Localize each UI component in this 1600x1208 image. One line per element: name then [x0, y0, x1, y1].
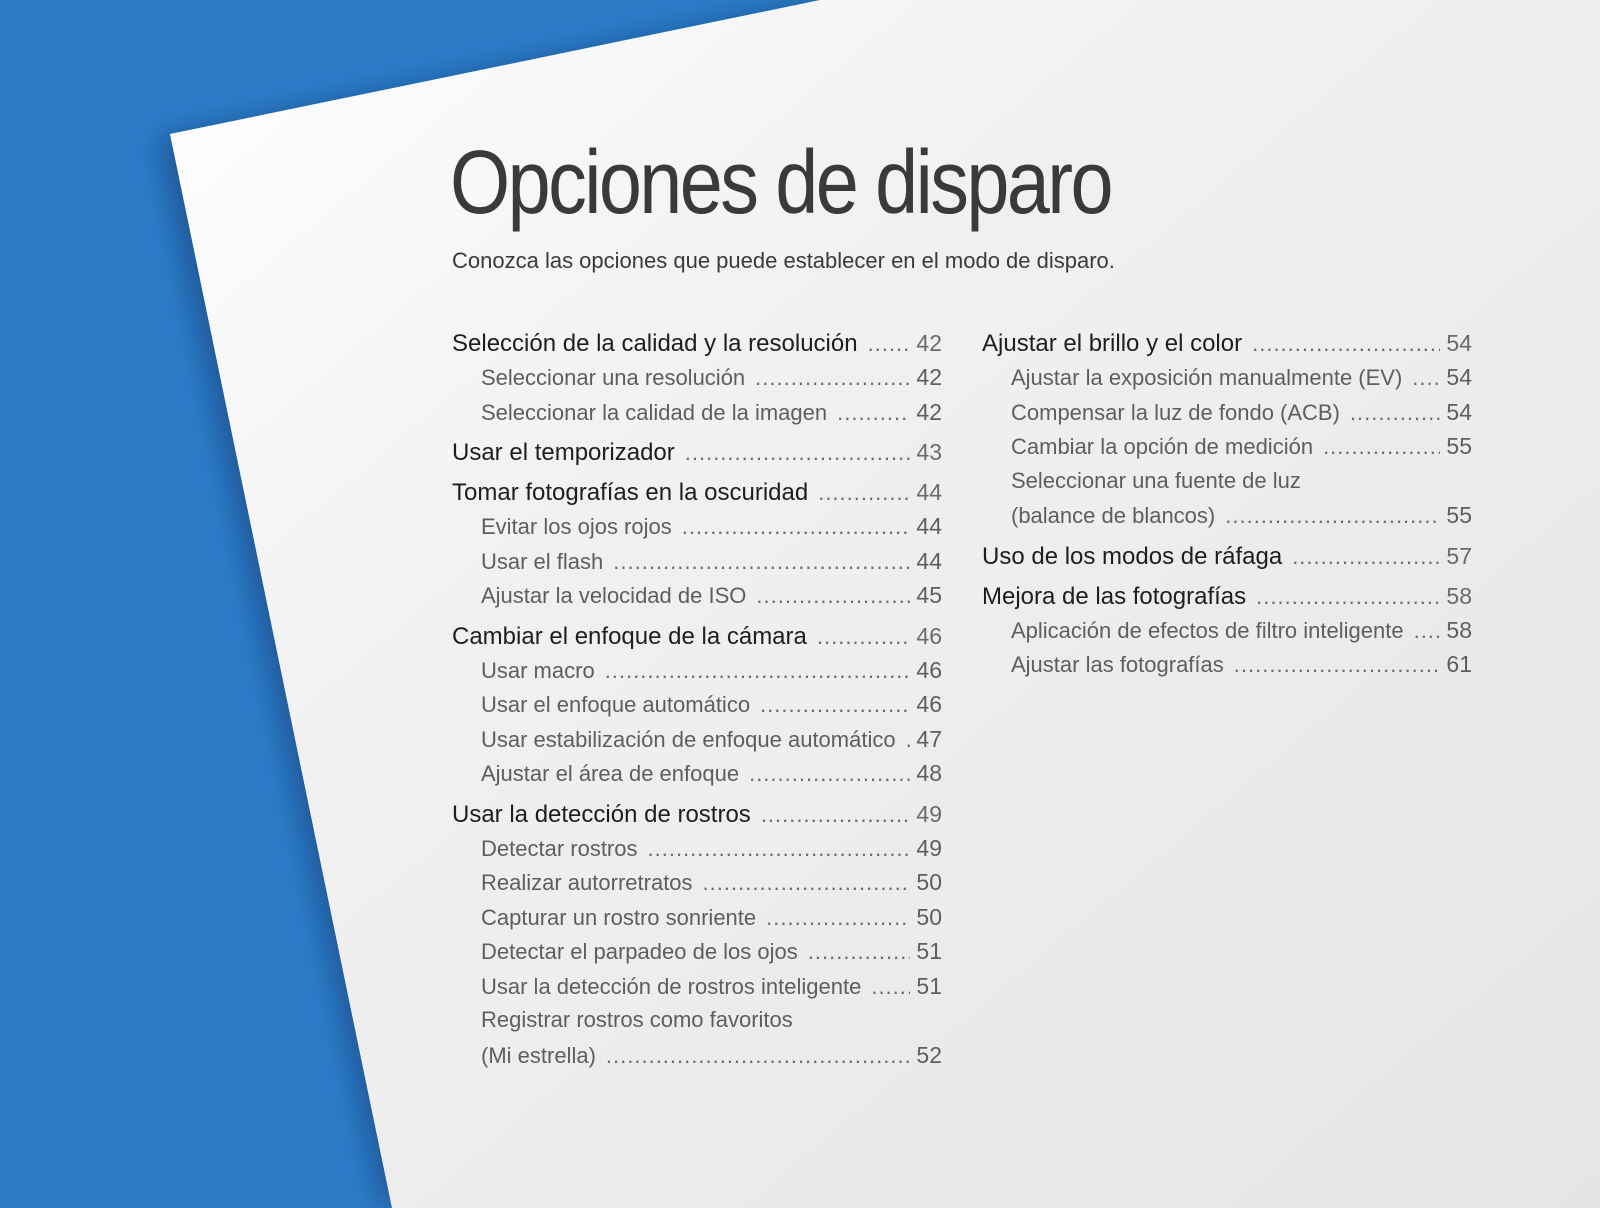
toc-dot-leader [818, 476, 910, 510]
toc-dot-leader [1412, 361, 1440, 396]
toc-page-number: 54 [1446, 364, 1472, 390]
toc-page-number: 55 [1446, 433, 1472, 459]
toc-sub-entry[interactable] [452, 934, 942, 969]
toc-entry-label: Ajustar las fotografías [1011, 652, 1224, 677]
toc-entry-label: (Mi estrella) [481, 1042, 596, 1068]
toc-dot-leader [808, 935, 910, 970]
toc-page-number: 46 [916, 622, 942, 649]
toc-sub-entry-line1[interactable]: Registrar rostros como favoritos [481, 1007, 793, 1032]
toc-dot-leader [1234, 648, 1440, 683]
toc-dot-leader [1323, 430, 1440, 465]
toc-entry-label: Uso de los modos de ráfaga [982, 542, 1283, 570]
toc-dot-leader [837, 396, 910, 431]
toc-entry-label: Selección de la calidad y la resolución [452, 330, 858, 357]
toc-sub-entry[interactable] [452, 722, 942, 757]
toc-dot-leader [1252, 327, 1440, 361]
toc-page-number: 46 [916, 656, 942, 683]
toc-sub-entry[interactable] [452, 1038, 942, 1073]
toc-page-number: 47 [916, 725, 942, 752]
toc-page-number: 58 [1446, 582, 1472, 609]
toc-entry-label: Usar la detección de rostros inteligente [481, 973, 862, 999]
toc-main-entry[interactable] [452, 619, 942, 653]
toc-sub-entry[interactable] [452, 509, 942, 544]
toc-sub-entry[interactable] [452, 687, 942, 722]
toc-page-number: 51 [916, 972, 942, 999]
toc-sub-entry[interactable] [452, 578, 942, 613]
toc-dot-leader [817, 620, 910, 654]
toc-entry-label: Aplicación de efectos de filtro inteligente [1011, 617, 1404, 643]
toc-page-number: 58 [1446, 616, 1472, 643]
toc-sub-entry[interactable] [982, 429, 1472, 464]
toc-sub-entry[interactable] [452, 969, 942, 1004]
toc-dot-leader [868, 327, 910, 361]
toc-sub-entry[interactable] [452, 756, 942, 791]
toc-dot-leader [749, 757, 910, 792]
toc-page-number: 44 [916, 513, 942, 539]
toc-entry-label: Seleccionar una resolución [481, 365, 746, 390]
toc-entry-label: Tomar fotografías en la oscuridad [452, 479, 809, 506]
toc-entry-label: Ajustar el brillo y el color [982, 330, 1243, 357]
toc-entry-label: Seleccionar la calidad de la imagen [481, 399, 828, 425]
toc-dot-leader [703, 866, 910, 901]
toc-dot-leader [605, 654, 910, 689]
toc-sub-entry[interactable] [982, 360, 1472, 395]
toc-main-entry[interactable] [982, 539, 1472, 573]
toc-page-number: 43 [916, 439, 942, 465]
toc-right-column [982, 326, 1472, 682]
toc-main-entry[interactable] [982, 326, 1472, 360]
toc-entry-label: Usar estabilización de enfoque automático [481, 726, 896, 752]
toc-page-number: 46 [916, 691, 942, 717]
toc-entry-label: Evitar los ojos rojos [481, 514, 672, 539]
toc-entry-label: Ajustar la exposición manualmente (EV) [1011, 365, 1403, 390]
toc-page-number: 50 [916, 903, 942, 930]
toc-sub-entry-line1[interactable]: Seleccionar una fuente de luz [1011, 467, 1301, 493]
toc-sub-entry[interactable] [982, 647, 1472, 682]
toc-page-number: 45 [916, 582, 942, 608]
toc-dot-leader [1350, 396, 1440, 431]
toc-main-entry[interactable] [452, 435, 942, 469]
toc-entry-label: Compensar la luz de fondo (ACB) [1011, 399, 1340, 425]
toc-sub-entry[interactable] [452, 900, 942, 935]
toc-entry-label: Mejora de las fotografías [982, 582, 1247, 610]
toc-dot-leader [756, 579, 910, 614]
toc-dot-leader [761, 798, 910, 832]
toc-entry-label: Detectar rostros [481, 835, 638, 861]
toc-dot-leader [871, 970, 910, 1005]
toc-sub-entry[interactable] [452, 831, 942, 866]
toc-sub-entry[interactable] [452, 865, 942, 900]
toc-dot-leader [906, 723, 910, 758]
toc-entry-label: Cambiar la opción de medición [1011, 434, 1314, 459]
toc-page-number: 42 [916, 364, 942, 390]
toc-sub-entry[interactable] [452, 395, 942, 430]
toc-page-number: 52 [916, 1041, 942, 1068]
toc-entry-label: Usar el flash [481, 548, 604, 574]
toc-entry-label: Realizar autorretratos [481, 870, 693, 895]
toc-dot-leader [606, 1039, 910, 1074]
toc-dot-leader [1292, 540, 1440, 574]
toc-main-entry[interactable] [452, 326, 942, 360]
page-subtitle: Conozca las opciones que puede establecer en el modo de disparo. [452, 248, 1115, 273]
toc-dot-leader [1256, 580, 1440, 614]
toc-dot-leader [613, 545, 910, 580]
toc-page-number: 42 [916, 330, 942, 356]
toc-page-number: 57 [1446, 542, 1472, 569]
toc-dot-leader [648, 832, 911, 867]
toc-page-number: 44 [916, 479, 942, 505]
toc-entry-label: Ajustar el área de enfoque [481, 761, 740, 786]
toc-entry-label: Cambiar el enfoque de la cámara [452, 622, 807, 650]
toc-entry-label: Capturar un rostro sonriente [481, 904, 757, 930]
toc-page-number: 51 [916, 938, 942, 964]
toc-entry-label: Usar la detección de rostros [452, 800, 751, 828]
toc-entry-label: (balance de blancos) [1011, 503, 1216, 528]
toc-page-number: 54 [1446, 330, 1472, 356]
toc-page-number: 48 [916, 760, 942, 786]
toc-dot-leader [1225, 499, 1440, 534]
toc-dot-leader [682, 510, 910, 545]
toc-main-entry[interactable] [982, 579, 1472, 613]
toc-dot-leader [766, 901, 910, 936]
page-title: Opciones de disparo [450, 133, 1111, 233]
toc-entry-label: Usar el temporizador [452, 439, 675, 466]
toc-dot-leader [1414, 614, 1440, 649]
toc-entry-label: Ajustar la velocidad de ISO [481, 583, 747, 608]
toc-dot-leader [685, 436, 910, 470]
toc-sub-entry[interactable] [982, 395, 1472, 430]
toc-main-entry[interactable] [452, 797, 942, 831]
toc-dot-leader [755, 361, 910, 396]
toc-sub-entry[interactable] [982, 498, 1472, 533]
toc-entry-label: Usar el enfoque automático [481, 692, 751, 717]
toc-page-number: 50 [916, 869, 942, 895]
toc-page-number: 49 [916, 834, 942, 861]
toc-dot-leader [760, 688, 910, 723]
toc-page-number: 54 [1446, 398, 1472, 425]
toc-main-entry[interactable] [452, 475, 942, 509]
toc-left-column [452, 326, 942, 1072]
toc-page-number: 44 [916, 547, 942, 574]
toc-entry-label: Detectar el parpadeo de los ojos [481, 939, 798, 964]
toc-sub-entry[interactable] [452, 544, 942, 579]
toc-page-number: 55 [1446, 502, 1472, 528]
toc-entry-label: Usar macro [481, 657, 595, 683]
toc-page-number: 49 [916, 800, 942, 827]
toc-sub-entry[interactable] [982, 613, 1472, 648]
toc-page-number: 61 [1446, 651, 1472, 677]
toc-sub-entry[interactable] [452, 653, 942, 688]
toc-page-number: 42 [916, 398, 942, 425]
toc-sub-entry[interactable] [452, 360, 942, 395]
